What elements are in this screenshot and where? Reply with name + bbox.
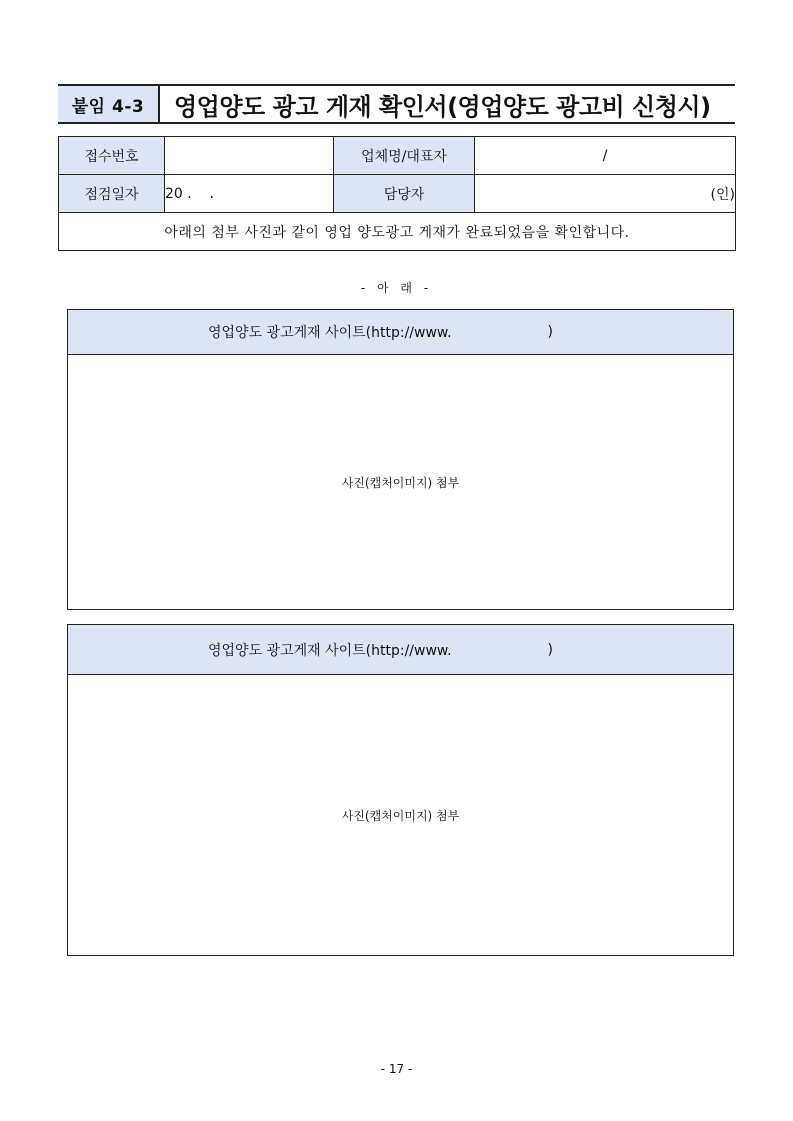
- receipt-number-label: 접수번호: [59, 137, 165, 175]
- attachment-label: 붙임 4-3: [58, 86, 160, 122]
- manager-label: 담당자: [334, 175, 475, 213]
- site-url-header: [68, 625, 733, 675]
- site-url-close: ): [547, 324, 553, 340]
- photo-attachment-box-2: [67, 624, 734, 956]
- confirmation-statement: 아래의 첨부 사진과 같이 영업 양도광고 게재가 완료되었음을 확인합니다.: [59, 213, 736, 251]
- page-number: - 17 -: [380, 1062, 413, 1076]
- inspection-date-label: 점검일자: [59, 175, 165, 213]
- table-row: [59, 213, 736, 251]
- document-title-bar: [58, 84, 735, 124]
- table-row: [59, 175, 736, 213]
- section-separator: - 아 래 -: [360, 281, 433, 295]
- site-url-header: [68, 310, 733, 355]
- company-representative-label: 업체명/대표자: [334, 137, 475, 175]
- photo-placeholder-text: 사진(캡처이미지) 첨부: [341, 808, 460, 823]
- photo-drop-area[interactable]: [68, 355, 733, 609]
- inspection-date-field[interactable]: 20 . .: [165, 175, 334, 213]
- photo-attachment-box-1: [67, 309, 734, 610]
- site-url-label: 영업양도 광고게재 사이트(http://www.: [208, 642, 452, 659]
- site-url-label: 영업양도 광고게재 사이트(http://www.: [208, 325, 452, 341]
- table-row: [59, 137, 736, 175]
- manager-signature-field[interactable]: (인): [475, 175, 736, 213]
- info-table: [58, 136, 736, 251]
- company-representative-field[interactable]: /: [475, 137, 736, 175]
- document-title: 영업양도 광고 게재 확인서(영업양도 광고비 신청시): [174, 92, 711, 121]
- receipt-number-field[interactable]: [165, 137, 334, 175]
- photo-placeholder-text: 사진(캡처이미지) 첨부: [341, 475, 460, 490]
- site-url-close: ): [547, 641, 553, 658]
- photo-drop-area[interactable]: [68, 675, 733, 955]
